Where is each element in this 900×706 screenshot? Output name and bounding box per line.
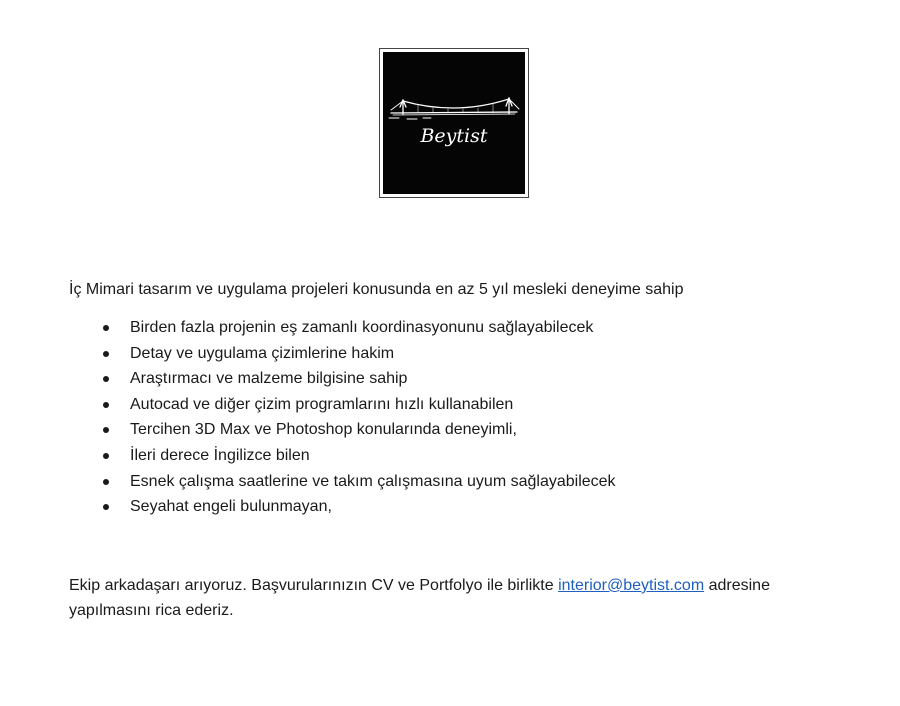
- bullet-icon: [103, 402, 109, 408]
- bullet-icon: [103, 325, 109, 331]
- list-item: [69, 496, 849, 522]
- bullet-icon: [103, 427, 109, 433]
- closing-text-start: Ekip arkadaşarı arıyoruz. Başvurularınızın CV ve Portfolyo ile birlikte: [69, 577, 559, 594]
- bridge-logo-icon: [383, 52, 525, 194]
- list-item: [69, 317, 849, 343]
- list-item: [69, 368, 849, 394]
- list-item-text: Tercihen 3D Max ve Photoshop konularında deneyimli,: [130, 421, 517, 439]
- list-item-text: Esnek çalışma saatlerine ve takım çalışmasına uyum sağlayabilecek: [130, 472, 616, 490]
- list-item-text: Autocad ve diğer çizim programlarını hızlı kullanabilen: [130, 395, 514, 413]
- bullet-icon: [103, 453, 109, 459]
- logo-wordmark: Beytist: [420, 125, 488, 147]
- bullet-icon: [103, 479, 109, 485]
- list-item: [69, 343, 849, 369]
- email-link[interactable]: interior@beytist.com: [558, 577, 705, 594]
- list-item: [69, 445, 849, 471]
- bullet-icon: [103, 351, 109, 357]
- company-logo: [379, 48, 529, 198]
- bullet-icon: [103, 376, 109, 382]
- closing-text-end: adresine yapılmasını rica ederiz.: [69, 577, 770, 619]
- bullet-icon: [103, 504, 109, 510]
- list-item: [69, 394, 849, 420]
- requirements-list: [69, 317, 849, 522]
- list-item-text: Araştırmacı ve malzeme bilgisine sahip: [130, 370, 408, 388]
- list-item-text: Seyahat engeli bulunmayan,: [130, 498, 332, 516]
- list-item: [69, 419, 849, 445]
- list-item-text: İleri derece İngilizce bilen: [130, 446, 310, 464]
- list-item-text: Detay ve uygulama çizimlerine hakim: [130, 344, 395, 362]
- logo-background: [383, 52, 525, 194]
- intro-paragraph: İç Mimari tasarım ve uygulama projeleri konusunda en az 5 yıl mesleki deneyime sahip: [69, 281, 684, 298]
- list-item-text: Birden fazla projenin eş zamanlı koordinasyonunu sağlayabilecek: [130, 319, 594, 336]
- closing-paragraph: [69, 573, 839, 623]
- list-item: [69, 471, 849, 497]
